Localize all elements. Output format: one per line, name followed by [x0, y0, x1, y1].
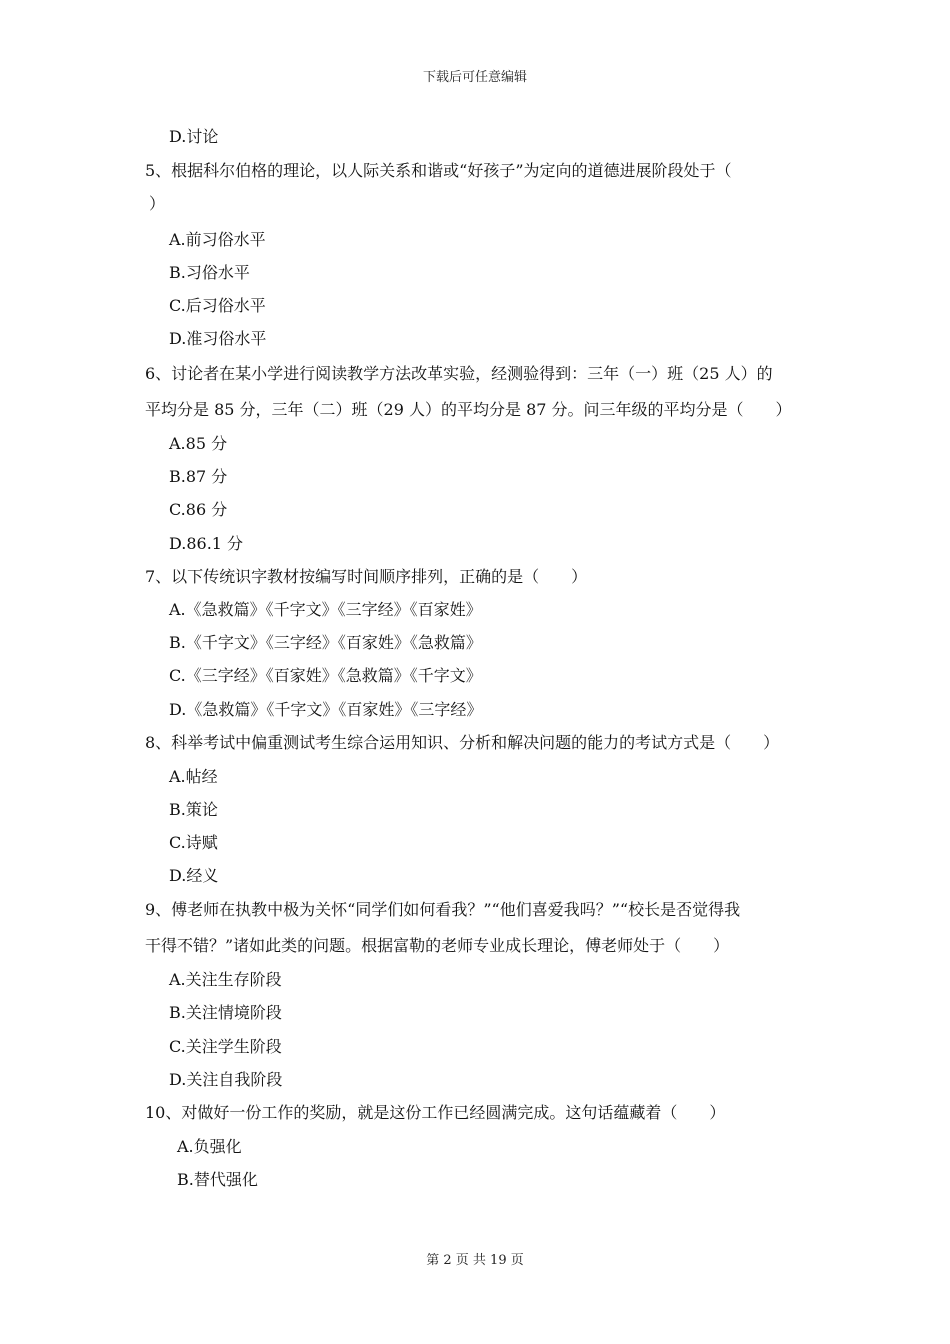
question-6-continued: 平均分是 85 分，三年（二）班（29 人）的平均分是 87 分。问三年级的平均分是（ ） [145, 400, 792, 419]
option-8d: D.经义 [169, 866, 219, 885]
option-9b: B.关注情境阶段 [169, 1003, 282, 1022]
question-6: 6、讨论者在某小学进行阅读教学方法改革实验，经测验得到：三年（一）班（25 人）的 [145, 364, 773, 383]
question-7: 7、以下传统识字教材按编写时间顺序排列，正确的是（ ） [145, 567, 588, 586]
option-9a: A.关注生存阶段 [169, 970, 282, 989]
option-6d: D.86.1 分 [169, 534, 244, 553]
option-10b: B.替代强化 [177, 1170, 258, 1189]
option-8b: B.策论 [169, 800, 218, 819]
option-5c: C.后习俗水平 [169, 296, 266, 315]
option-9d: D.关注自我阶段 [169, 1070, 283, 1089]
question-9-continued: 干得不错？”诸如此类的问题。根据富勒的老师专业成长理论，傅老师处于（ ） [145, 936, 730, 955]
option-6b: B.87 分 [169, 467, 228, 486]
question-9: 9、傅老师在执教中极为关怀“同学们如何看我？”“他们喜爱我吗？”“校长是否觉得我 [145, 900, 741, 919]
page-footer: 第 2 页 共 19 页 [426, 1253, 524, 1268]
option-5d: D.准习俗水平 [169, 329, 267, 348]
option-9c: C.关注学生阶段 [169, 1037, 282, 1056]
page-header: 下载后可任意编辑 [422, 70, 527, 85]
option-10a: A.负强化 [177, 1137, 242, 1156]
question-5: 5、根据科尔伯格的理论，以人际关系和谐或“好孩子”为定向的道德进展阶段处于（ [145, 161, 732, 180]
question-5-continued: ） [149, 194, 166, 213]
option-6c: C.86 分 [169, 500, 228, 519]
option-7b: B.《千字文》《三字经》《百家姓》《急救篇》 [169, 633, 482, 652]
option-7d: D.《急救篇》《千字文》《百家姓》《三字经》 [169, 700, 483, 719]
option-8c: C.诗赋 [169, 833, 218, 852]
option-4d: D.讨论 [169, 127, 219, 146]
option-7a: A.《急救篇》《千字文》《三字经》《百家姓》 [169, 600, 482, 619]
option-5a: A.前习俗水平 [169, 230, 266, 249]
question-10: 10、对做好一份工作的奖励，就是这份工作已经圆满完成。这句话蕴藏着（ ） [145, 1103, 726, 1122]
option-5b: B.习俗水平 [169, 263, 250, 282]
option-7c: C.《三字经》《百家姓》《急救篇》《千字文》 [169, 666, 482, 685]
option-8a: A.帖经 [169, 767, 218, 786]
option-6a: A.85 分 [169, 434, 228, 453]
question-8: 8、科举考试中偏重测试考生综合运用知识、分析和解决问题的能力的考试方式是（ ） [145, 733, 780, 752]
